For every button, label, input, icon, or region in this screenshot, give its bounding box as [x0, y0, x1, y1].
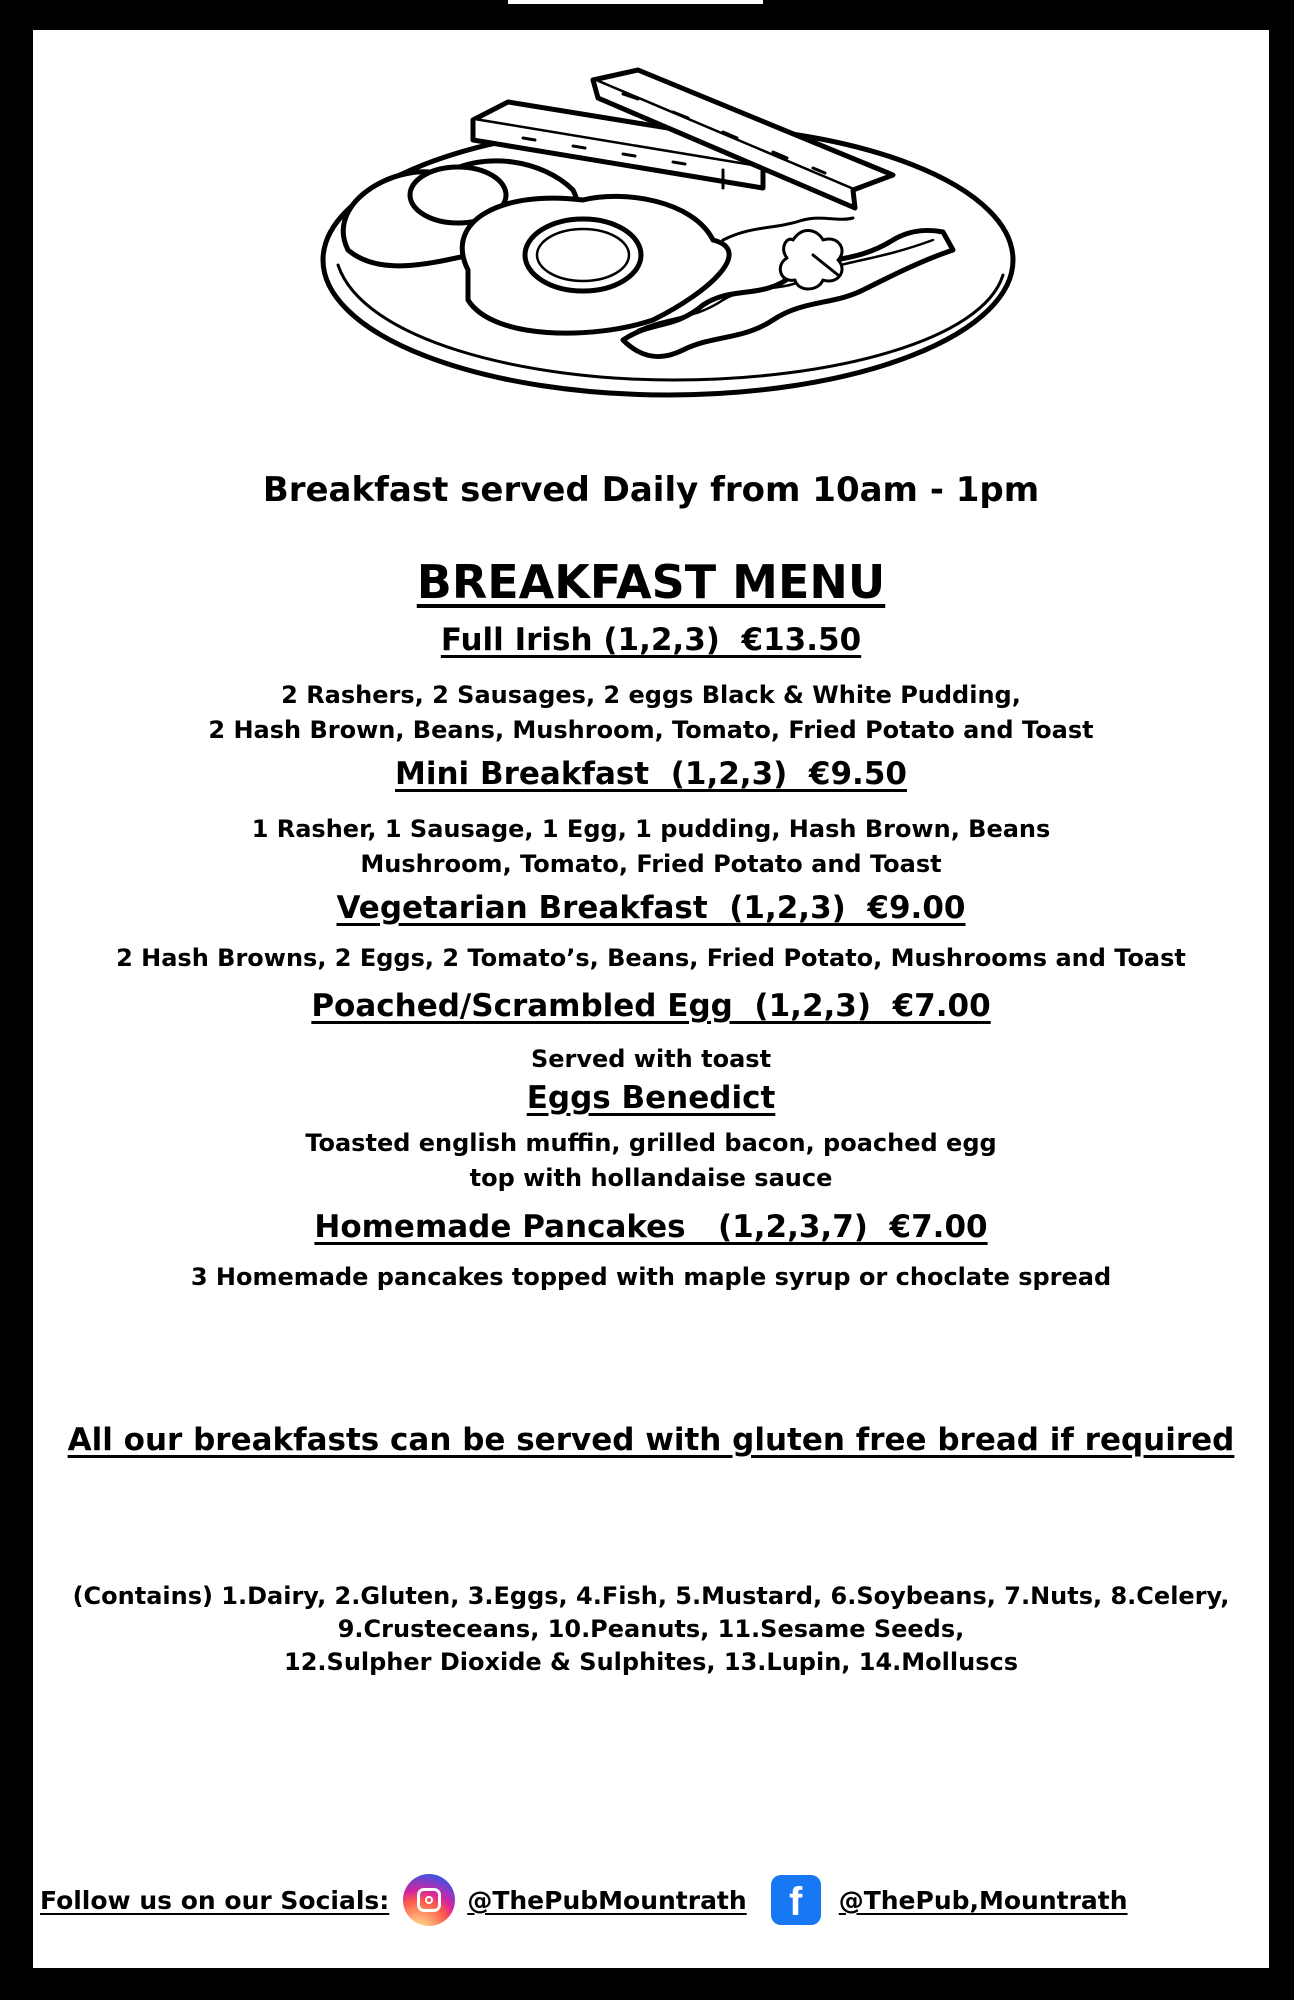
description-line: top with hollandaise sauce — [469, 1164, 833, 1192]
menu-item-title: Homemade Pancakes (1,2,3,7) €7.00 — [314, 1209, 988, 1245]
description-line: Mushroom, Tomato, Fried Potato and Toast — [360, 850, 942, 878]
menu-item-description — [33, 1126, 1269, 1196]
menu-item-title: Mini Breakfast (1,2,3) €9.50 — [395, 756, 907, 792]
menu-item-description — [33, 678, 1269, 748]
menu-page — [33, 30, 1269, 1968]
socials-footer — [40, 1870, 1128, 1930]
allergen-line: (Contains) 1.Dairy, 2.Gluten, 3.Eggs, 4.Fish, 5.Mustard, 6.Soybeans, 7.Nuts, 8.Celery, — [72, 1582, 1230, 1610]
description-line: 2 Rashers, 2 Sausages, 2 eggs Black & White Pudding, — [281, 681, 1021, 709]
serving-hours-note: Breakfast served Daily from 10am - 1pm — [262, 470, 1040, 510]
allergen-line: 9.Crusteceans, 10.Peanuts, 11.Sesame Seeds, — [337, 1615, 965, 1643]
menu-item-description — [33, 812, 1269, 882]
breakfast-plate-illustration — [293, 50, 1043, 430]
gluten-free-note: All our breakfasts can be served with gluten free bread if required — [67, 1422, 1235, 1458]
top-border — [0, 0, 1294, 30]
instagram-handle-link[interactable]: @ThePubMountrath — [467, 1885, 747, 1915]
description-line: 1 Rasher, 1 Sausage, 1 Egg, 1 pudding, Hash Brown, Beans — [251, 815, 1051, 843]
menu-item-title: Full Irish (1,2,3) €13.50 — [440, 622, 862, 658]
socials-label: Follow us on our Socials: — [40, 1885, 390, 1915]
description-line: Served with toast — [530, 1045, 772, 1073]
facebook-handle-link[interactable]: @ThePub,Mountrath — [838, 1885, 1128, 1915]
allergen-line: 12.Sulpher Dioxide & Sulphites, 13.Lupin, 14.Molluscs — [284, 1648, 1018, 1676]
top-border-gap — [508, 0, 763, 4]
menu-item-title: Poached/Scrambled Egg (1,2,3) €7.00 — [311, 988, 991, 1024]
allergen-list — [33, 1580, 1269, 1679]
menu-title: BREAKFAST MENU — [416, 555, 886, 609]
description-line: Toasted english muffin, grilled bacon, poached egg — [305, 1129, 997, 1157]
facebook-icon[interactable]: f — [771, 1875, 821, 1925]
description-line: 3 Homemade pancakes topped with maple syrup or choclate spread — [190, 1263, 1112, 1291]
instagram-icon[interactable] — [403, 1874, 455, 1926]
menu-item-description — [33, 1042, 1269, 1077]
description-line: 2 Hash Brown, Beans, Mushroom, Tomato, Fried Potato and Toast — [208, 716, 1094, 744]
menu-item-title: Vegetarian Breakfast (1,2,3) €9.00 — [336, 890, 966, 926]
menu-item-description — [33, 1260, 1269, 1295]
menu-item-description — [33, 941, 1269, 976]
description-line: 2 Hash Browns, 2 Eggs, 2 Tomato’s, Beans, Fried Potato, Mushrooms and Toast — [116, 944, 1186, 972]
menu-item-title: Eggs Benedict — [526, 1080, 776, 1116]
